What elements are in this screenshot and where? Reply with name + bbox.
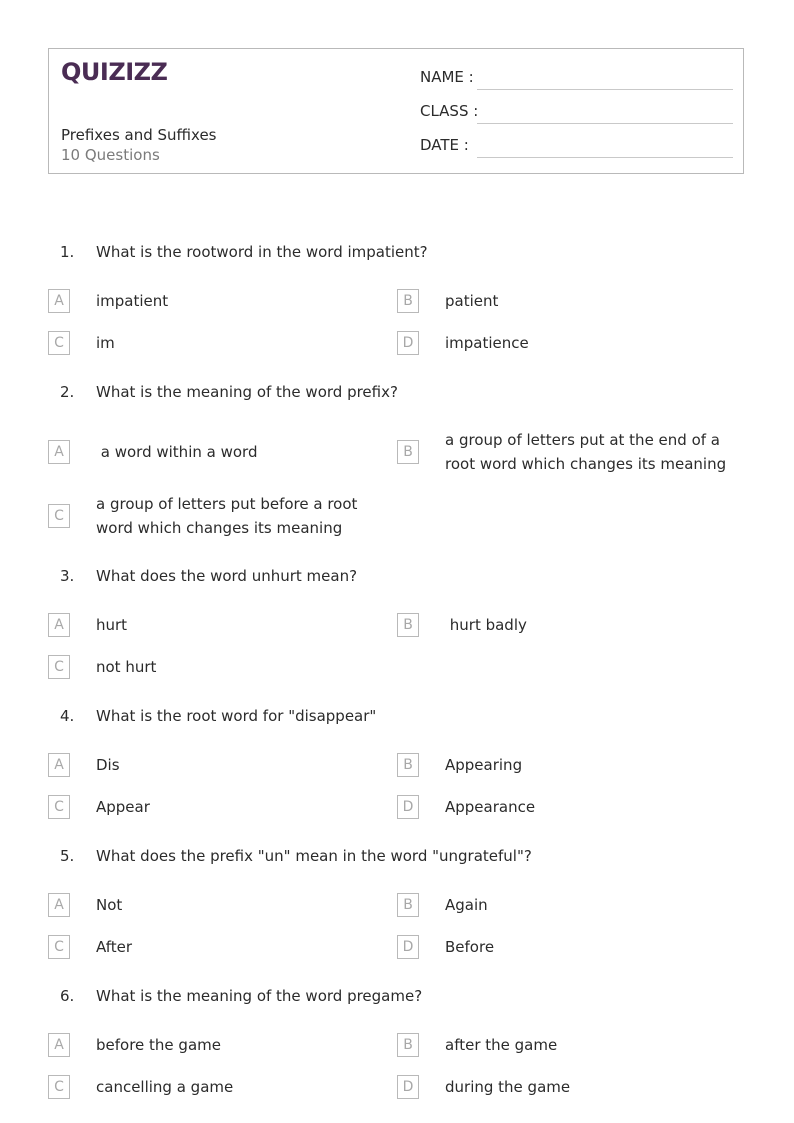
answer-option: impatient — [96, 292, 169, 310]
question-number: 2. — [60, 383, 75, 401]
date-label: DATE : — [420, 136, 469, 154]
answer-option: after the game — [445, 1036, 558, 1054]
question-count: 10 Questions — [61, 146, 160, 164]
answer-option: not hurt — [96, 658, 157, 676]
option-letter-box: D — [397, 935, 419, 959]
name-line — [477, 89, 733, 90]
option-letter-box: C — [48, 1075, 70, 1099]
name-label: NAME : — [420, 68, 474, 86]
date-line — [477, 157, 733, 158]
answer-option: during the game — [445, 1078, 571, 1096]
option-letter-box: B — [397, 440, 419, 464]
question-number: 1. — [60, 243, 75, 261]
answer-option: hurt — [96, 616, 128, 634]
option-letter-box: B — [397, 753, 419, 777]
option-letter-box: C — [48, 331, 70, 355]
option-letter-box: D — [397, 795, 419, 819]
option-letter-box: A — [48, 289, 70, 313]
answer-option: cancelling a game — [96, 1078, 234, 1096]
option-letter-box: A — [48, 893, 70, 917]
answer-option: impatience — [445, 334, 529, 352]
class-label: CLASS : — [420, 102, 479, 120]
option-letter-box: B — [397, 289, 419, 313]
answer-option: Dis — [96, 756, 120, 774]
question-number: 4. — [60, 707, 75, 725]
question-number: 3. — [60, 567, 75, 585]
question-text: What is the meaning of the word prefix? — [96, 383, 398, 401]
option-letter-box: B — [397, 613, 419, 637]
option-letter-box: B — [397, 893, 419, 917]
answer-option: im — [96, 334, 115, 352]
answer-option: Appearing — [445, 756, 523, 774]
option-letter-box: B — [397, 1033, 419, 1057]
option-letter-box: D — [397, 331, 419, 355]
answer-option: After — [96, 938, 133, 956]
answer-option: Appear — [96, 798, 150, 816]
answer-option: Before — [445, 938, 495, 956]
question-text: What does the prefix "un" mean in the word "ungrateful"? — [96, 847, 532, 865]
answer-option: Not — [96, 896, 123, 914]
option-letter-box: A — [48, 1033, 70, 1057]
option-letter-box: A — [48, 613, 70, 637]
answer-option: hurt badly — [445, 616, 527, 634]
option-letter-box: A — [48, 440, 70, 464]
option-letter-box: C — [48, 795, 70, 819]
quizizz-logo: QUIZIZZ — [61, 58, 168, 86]
option-letter-box: A — [48, 753, 70, 777]
answer-option: before the game — [96, 1036, 221, 1054]
question-number: 6. — [60, 987, 75, 1005]
question-text: What is the meaning of the word pregame? — [96, 987, 423, 1005]
question-text: What does the word unhurt mean? — [96, 567, 358, 585]
class-line — [477, 123, 733, 124]
answer-option: Appearance — [445, 798, 536, 816]
worksheet-header — [48, 48, 744, 174]
option-letter-box: C — [48, 655, 70, 679]
question-number: 5. — [60, 847, 75, 865]
answer-option: a word within a word — [96, 443, 258, 461]
option-letter-box: D — [397, 1075, 419, 1099]
question-text: What is the rootword in the word impatient? — [96, 243, 428, 261]
answer-option: Again — [445, 896, 488, 914]
answer-option: patient — [445, 292, 499, 310]
option-letter-box: C — [48, 504, 70, 528]
option-letter-box: C — [48, 935, 70, 959]
question-text: What is the root word for "disappear" — [96, 707, 377, 725]
answer-option: a group of letters put at the end of a root word which changes its meaning — [445, 431, 727, 473]
worksheet-title: Prefixes and Suffixes — [61, 126, 217, 144]
answer-option: a group of letters put before a root word which changes its meaning — [96, 495, 358, 537]
